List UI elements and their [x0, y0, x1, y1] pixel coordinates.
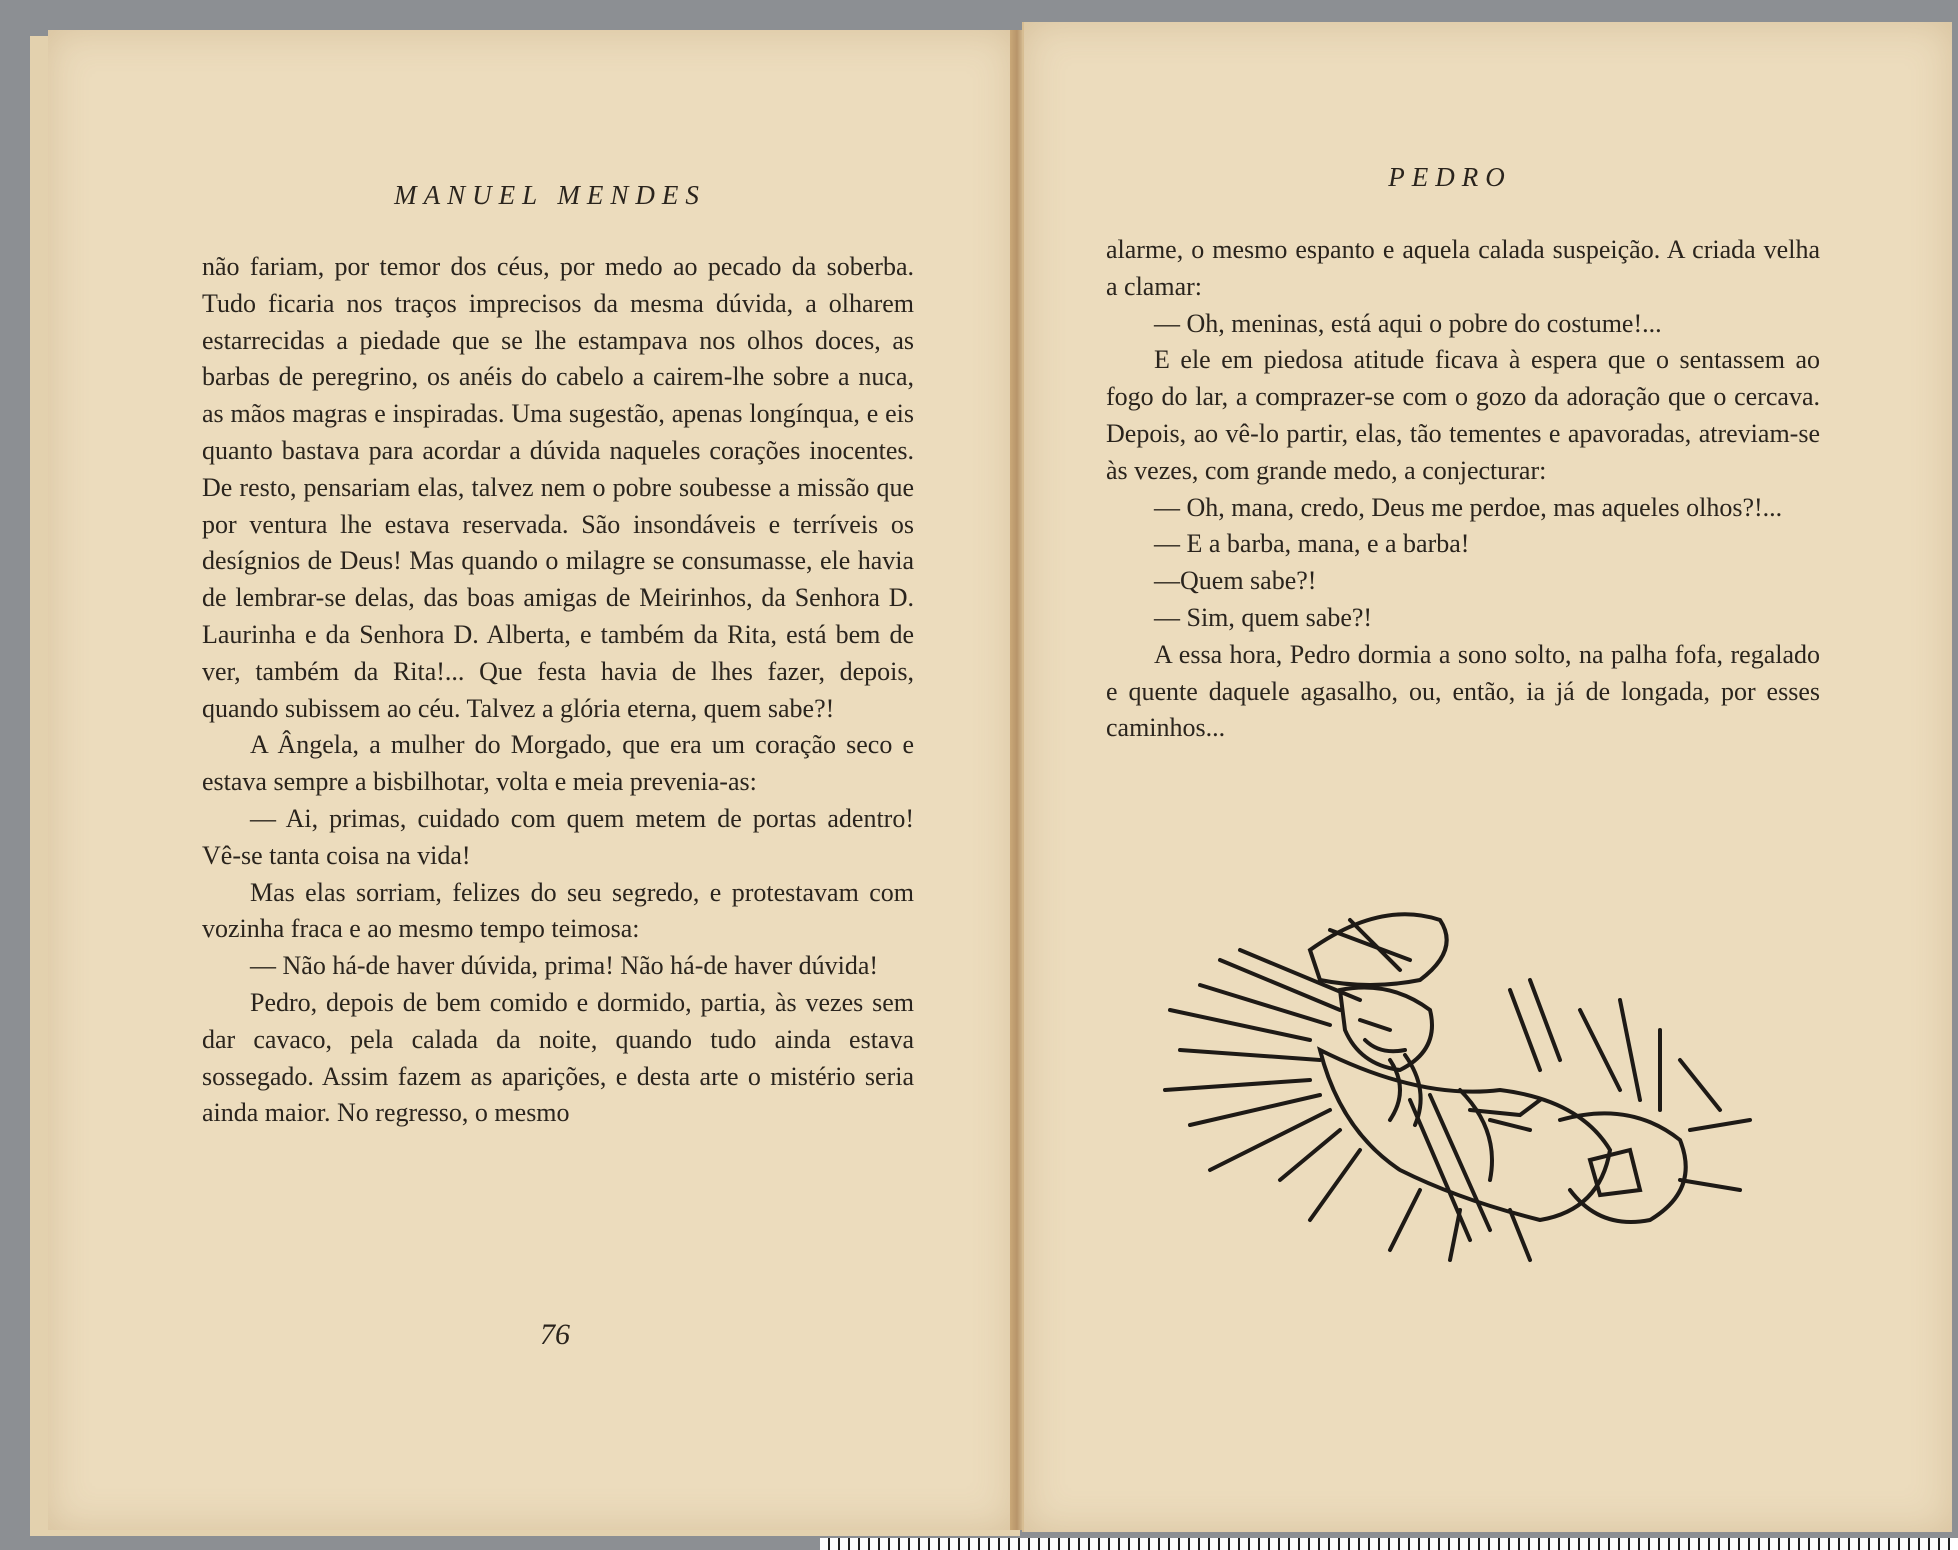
left-page-text — [202, 249, 914, 1132]
page-number: 76 — [540, 1318, 570, 1351]
paragraph: — Oh, mana, credo, Deus me perdoe, mas aqueles olhos?!... — [1154, 492, 1783, 522]
paragraph: A Ângela, a mulher do Morgado, que era um coração seco e estava sempre a bisbilhotar, volta e meia prevenia-as: — [202, 730, 914, 797]
paragraph: — E a barba, mana, e a barba! — [1154, 529, 1470, 559]
left-running-head: MANUEL MENDES — [394, 180, 706, 210]
scale-ruler — [820, 1538, 1958, 1550]
paragraph: alarme, o mesmo espanto e aquela calada suspeição. A criada velha a clamar: — [1106, 235, 1820, 301]
right-running-head: PEDRO — [1388, 162, 1512, 192]
paragraph: — Sim, quem sabe?! — [1154, 602, 1373, 632]
paragraph: —Quem sabe?! — [1154, 566, 1317, 596]
paragraph: Mas elas sorriam, felizes do seu segredo, e protestavam com vozinha fraca e ao mesmo tempo teimosa: — [202, 877, 914, 944]
paragraph: — Ai, primas, cuidado com quem metem de portas adentro! Vê-se tanta coisa na vida! — [202, 803, 914, 870]
paragraph: não fariam, por temor dos céus, por medo ao pecado da soberba. Tudo ficaria nos traços imprecisos da mesma dúvida, a olharem estarrecidas a piedade que se lhe estampava nos olhos doces, as barbas de peregrino, os anéis do cabelo a cairem-lhe sobre a nuca, as mãos magras e inspiradas. Uma sugestão, apenas longínqua, e eis quanto bastava para acordar a dúvida naqueles corações inocentes. De resto, pensariam elas, talvez nem o pobre soubesse a missão que por ventura lhe estava reservada. São insondáveis e terríveis os desígnios de Deus! Mas quando o milagre se consumasse, ele havia de lembrar-se delas, das boas amigas de Meirinhos, da Senhora D. Laurinha e da Senhora D. Alberta, e também da Rita, está bem de ver, também da Rita!... Que festa havia de lhes fazer, depois, quando subissem ao céu. Talvez a glória eterna, quem sabe?! — [202, 252, 914, 723]
sleeping-man-illustration — [1160, 890, 1760, 1270]
paragraph: Pedro, depois de bem comido e dormido, partia, às vezes sem dar cavaco, pela calada da noite, quando tudo ainda estava sossegado. Assim fazem as aparições, e desta arte o mistério seria ainda maior. No regresso, o mesmo — [202, 987, 914, 1128]
paragraph: E ele em piedosa atitude ficava à espera que o sentassem ao fogo do lar, a comprazer-se com o gozo da adoração que o cercava. Depois, ao vê-lo partir, elas, tão tementes e apavoradas, atreviam-se às vezes, com grande medo, a conjecturar: — [1106, 345, 1820, 485]
paragraph: A essa hora, Pedro dormia a sono solto, na palha fofa, regalado e quente daquele agasalho, ou, então, ia já de longada, por esses caminhos... — [1106, 639, 1820, 743]
paragraph: — Oh, meninas, está aqui o pobre do costume!... — [1154, 308, 1662, 338]
right-page-text — [1106, 232, 1820, 747]
paragraph: — Não há-de haver dúvida, prima! Não há-de haver dúvida! — [250, 951, 879, 981]
